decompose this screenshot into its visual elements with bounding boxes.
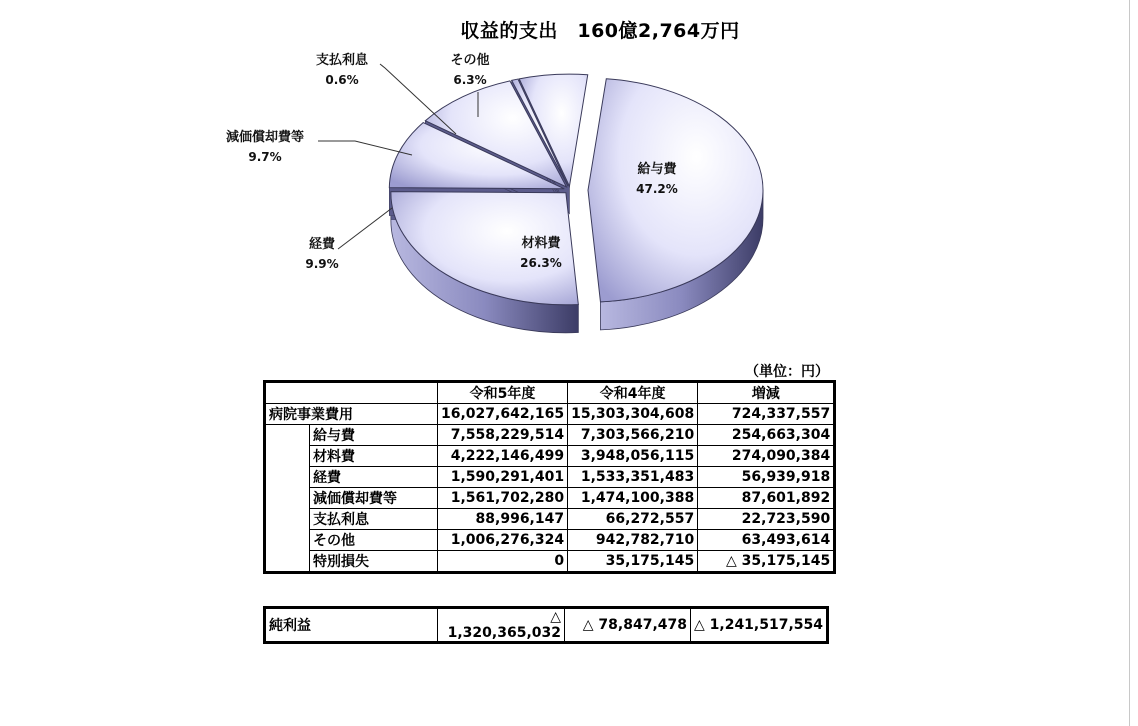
- pie-label-percent: 9.9%: [305, 257, 339, 271]
- net-profit-row: [265, 608, 828, 643]
- row-value: 1,561,702,280: [438, 488, 568, 509]
- pie-leader-line: [380, 64, 456, 134]
- net-profit-r5: △ 1,320,365,032: [438, 608, 565, 643]
- net-profit-table: [263, 606, 829, 644]
- header-diff: 増減: [698, 382, 835, 404]
- row-value: 63,493,614: [698, 530, 835, 551]
- unit-note: （単位：円）: [745, 364, 829, 380]
- row-value: 254,663,304: [698, 425, 835, 446]
- row-value: 88,996,147: [438, 509, 568, 530]
- net-profit-r4: △ 78,847,478: [565, 608, 691, 643]
- net-profit-diff: △ 1,241,517,554: [691, 608, 828, 643]
- indent-cell: [265, 446, 310, 467]
- table-row: [265, 425, 835, 446]
- row-value: 1,474,100,388: [568, 488, 698, 509]
- pie-label-name: 減価償却費等: [225, 130, 305, 145]
- row-value: 87,601,892: [698, 488, 835, 509]
- pie-label-name: 経費: [308, 237, 336, 252]
- indent-cell: [265, 551, 310, 573]
- row-value: 35,175,145: [568, 551, 698, 573]
- header-blank: [265, 382, 438, 404]
- net-profit-label: 純利益: [265, 608, 438, 643]
- row-value: 7,303,566,210: [568, 425, 698, 446]
- row-value: 3,948,056,115: [568, 446, 698, 467]
- pie-label-name: その他: [450, 53, 490, 68]
- row-label: 特別損失: [310, 551, 438, 573]
- row-value: △ 35,175,145: [698, 551, 835, 573]
- indent-cell: [265, 488, 310, 509]
- row-value: 942,782,710: [568, 530, 698, 551]
- indent-cell: [265, 467, 310, 488]
- chart-title: 収益的支出 160億2,764万円: [460, 20, 740, 42]
- pie-chart: [0, 0, 1138, 360]
- row-label: 病院事業費用: [265, 404, 438, 425]
- row-value: 274,090,384: [698, 446, 835, 467]
- pie-label-name: 給与費: [637, 162, 677, 177]
- row-value: 1,533,351,483: [568, 467, 698, 488]
- row-label: 経費: [310, 467, 438, 488]
- expense-table: [263, 380, 836, 574]
- table-row: [265, 467, 835, 488]
- row-value: 1,006,276,324: [438, 530, 568, 551]
- pie-leader-line: [338, 208, 392, 249]
- row-value: 0: [438, 551, 568, 573]
- indent-cell: [265, 509, 310, 530]
- row-value: 22,723,590: [698, 509, 835, 530]
- row-value: 4,222,146,499: [438, 446, 568, 467]
- header-r5: 令和5年度: [438, 382, 568, 404]
- table-row: [265, 488, 835, 509]
- row-label: 支払利息: [310, 509, 438, 530]
- row-value: 56,939,918: [698, 467, 835, 488]
- table-row-total: [265, 404, 835, 425]
- row-label: 給与費: [310, 425, 438, 446]
- indent-cell: [265, 425, 310, 446]
- table-row: [265, 530, 835, 551]
- indent-cell: [265, 530, 310, 551]
- pie-label-name: 材料費: [521, 236, 561, 251]
- pie-label-percent: 0.6%: [325, 73, 359, 87]
- row-value: 7,558,229,514: [438, 425, 568, 446]
- table-row: [265, 509, 835, 530]
- header-r4: 令和4年度: [568, 382, 698, 404]
- row-label: その他: [310, 530, 438, 551]
- row-value: 66,272,557: [568, 509, 698, 530]
- pie-label-percent: 26.3%: [520, 256, 562, 270]
- table-header-row: [265, 382, 835, 404]
- row-value: 1,590,291,401: [438, 467, 568, 488]
- pie-label-percent: 9.7%: [248, 150, 282, 164]
- row-value: 724,337,557: [698, 404, 835, 425]
- row-label: 材料費: [310, 446, 438, 467]
- row-value: 16,027,642,165: [438, 404, 568, 425]
- table-row: [265, 551, 835, 573]
- pie-label-percent: 6.3%: [453, 73, 487, 87]
- row-label: 減価償却費等: [310, 488, 438, 509]
- pie-label-name: 支払利息: [315, 53, 369, 68]
- row-value: 15,303,304,608: [568, 404, 698, 425]
- pie-label-percent: 47.2%: [636, 182, 678, 196]
- table-row: [265, 446, 835, 467]
